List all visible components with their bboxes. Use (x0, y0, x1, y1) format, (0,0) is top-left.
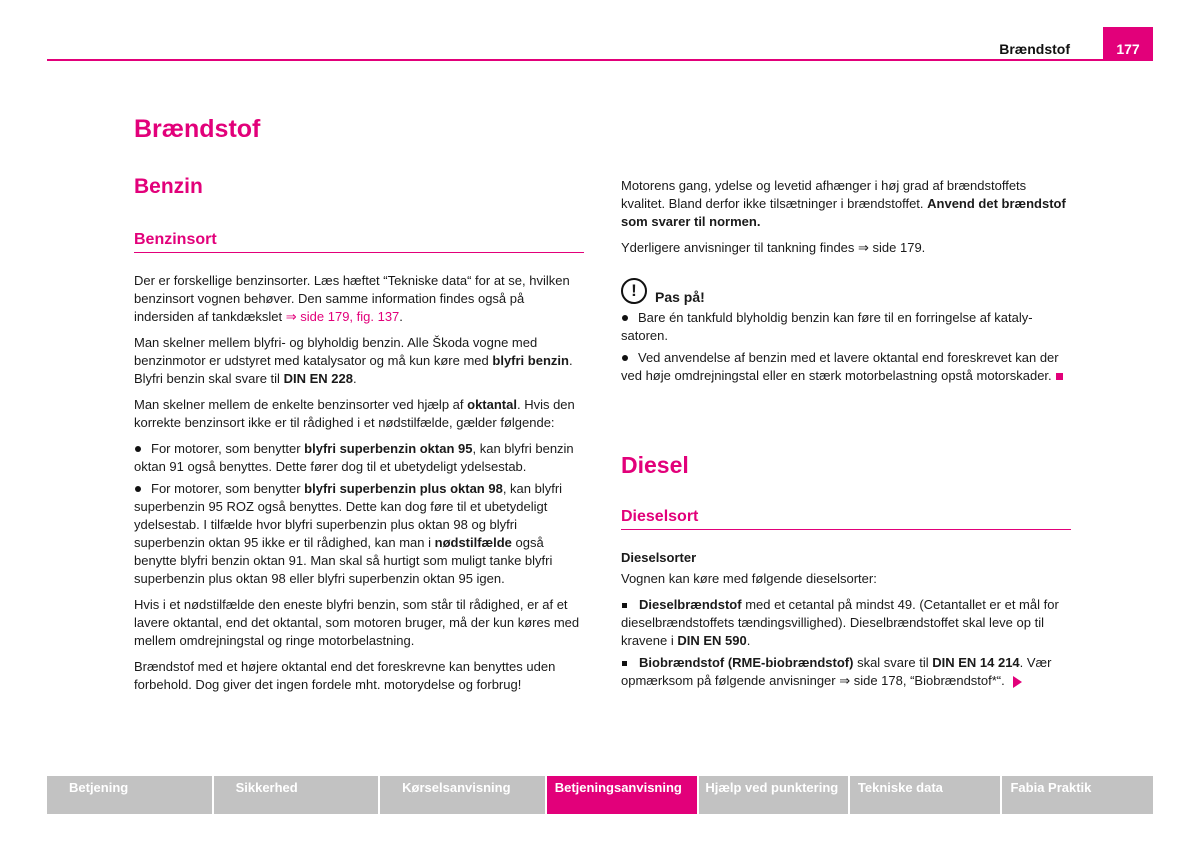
tab-hjaelp-ved-punktering[interactable]: Hjælp ved punktering (699, 776, 848, 814)
continue-arrow-icon (1013, 676, 1022, 688)
bullet-item: Dieselbrændstof med et cetantal på mindst 49. (Cetantallet er et mål for dieselbrændstoffets tændingsvillighed). Dieselbrændstoffet skal leve op til kravene i DIN EN 590. (621, 597, 1059, 648)
left-column-body (134, 272, 586, 702)
right-column-diesel (621, 549, 1073, 698)
tab-sikkerhed[interactable]: Sikkerhed (214, 776, 379, 814)
bullet-item: Biobrændstof (RME-biobrændstof) skal svare til DIN EN 14 214. Vær opmærksom på følgende anvisninger ⇒ side 178, “Biobrændstof*“. (621, 655, 1052, 688)
paragraph: Yderligere anvisninger til tankning findes ⇒ side 179. (621, 240, 926, 255)
bullet-icon (135, 446, 141, 452)
cross-reference-link[interactable]: ⇒ side 179, fig. 137 (285, 309, 400, 324)
paragraph: Motorens gang, ydelse og levetid afhænger i høj grad af brændstoffets kvalitet. Bland derfor ikke tilsætninger i brændstoffet. Anvend det brændstof som svarer til normen. (621, 178, 1066, 229)
tab-betjeningsanvisning[interactable]: Betjeningsanvisning (547, 776, 698, 814)
subsection-rule (621, 529, 1071, 530)
running-header-title: Brændstof (999, 41, 1070, 57)
paragraph: Der er forskellige benzinsorter. Læs hæftet “Tekniske data“ for at se, hvilken benzinsort vognen behøver. Den samme information findes også på indersiden af tankdækslet ⇒ side 179, fig. 137. (134, 273, 570, 324)
paragraph: Man skelner mellem de enkelte benzinsorter ved hjælp af oktantal. Hvis den korrekte benzinsort ikke er til rådighed i et nødstilfælde, gælder følgende: (134, 397, 575, 430)
subsection-heading-benzinsort: Benzinsort (134, 231, 217, 248)
header-rule (47, 59, 1153, 61)
bullet-item: For motorer, som benytter blyfri superbenzin plus oktan 98, kan blyfri superbenzin 95 ROZ også benyttes. Dette kan dog føre til et ubetydeligt ydelsestab. I tilfælde hvor blyfri superbenzin plus oktan 98 og blyfri superbenzin oktan 95 ikke er til rådighed, kan man i nødstilfælde også benytte blyfri benzin oktan 91. Man skal så hurtigt som muligt tanke blyfri superbenzin plus oktan 98 eller blyfri superbenzin oktan 95 igen. (134, 481, 563, 586)
chapter-nav (47, 776, 1153, 814)
bullet-item: For motorer, som benytter blyfri superbenzin oktan 95, kan blyfri benzin oktan 91 også benyttes. Dette fører dog til et ubetydeligt ydelsestab. (134, 441, 574, 474)
tab-koerselsanvisning[interactable]: Kørselsanvisning (380, 776, 545, 814)
paragraph: Hvis i et nødstilfælde den eneste blyfri benzin, som står til rådighed, er af et lavere oktantal, end det oktantal, som motoren bruger, må der kun køres med mellem omdrejningstal og ringe motorbelastning. (134, 597, 580, 648)
subhead-dieselsorter: Dieselsorter (621, 550, 697, 565)
subsection-rule (134, 252, 584, 253)
section-heading-diesel: Diesel (621, 452, 689, 478)
right-column-top (621, 177, 1073, 265)
subsection-heading-dieselsort: Dieselsort (621, 508, 699, 525)
tab-tekniske-data[interactable]: Tekniske data (850, 776, 1001, 814)
end-of-section-icon (1056, 373, 1063, 380)
bullet-icon (622, 355, 628, 361)
bullet-icon (622, 315, 628, 321)
page-title: Brændstof (134, 115, 261, 143)
paragraph: Brændstof med et højere oktantal end det foreskrevne kan benyttes uden forbehold. Dog giver det ingen fordele mht. motorydelse og forbrug! (134, 659, 556, 692)
bullet-icon (622, 603, 627, 608)
warning-item: Ved anvendelse af benzin med et lavere oktantal end foreskrevet kan der ved høje omdrejningstal eller en stærk motorbelastning opstå motorskader. (621, 349, 1073, 385)
tab-betjening[interactable]: Betjening (47, 776, 212, 814)
warning-header (621, 277, 705, 305)
bullet-icon (622, 661, 627, 666)
paragraph: Man skelner mellem blyfri- og blyholdig benzin. Alle Škoda vogne med benzinmotor er udstyret med katalysator og må kun køre med blyfri benzin. Blyfri benzin skal svare til DIN EN 228. (134, 335, 573, 386)
section-heading-benzin: Benzin (134, 175, 203, 198)
page-number: 177 (1103, 27, 1153, 61)
warning-body (621, 309, 1073, 393)
paragraph: Vognen kan køre med følgende dieselsorter: (621, 571, 877, 586)
bullet-icon (135, 486, 141, 492)
warning-title: Pas på! (655, 289, 705, 305)
warning-icon: ! (621, 278, 647, 304)
warning-item: Bare én tankfuld blyholdig benzin kan føre til en forringelse af katalysatoren. (621, 310, 1033, 343)
tab-fabia-praktik[interactable]: Fabia Praktik (1002, 776, 1153, 814)
